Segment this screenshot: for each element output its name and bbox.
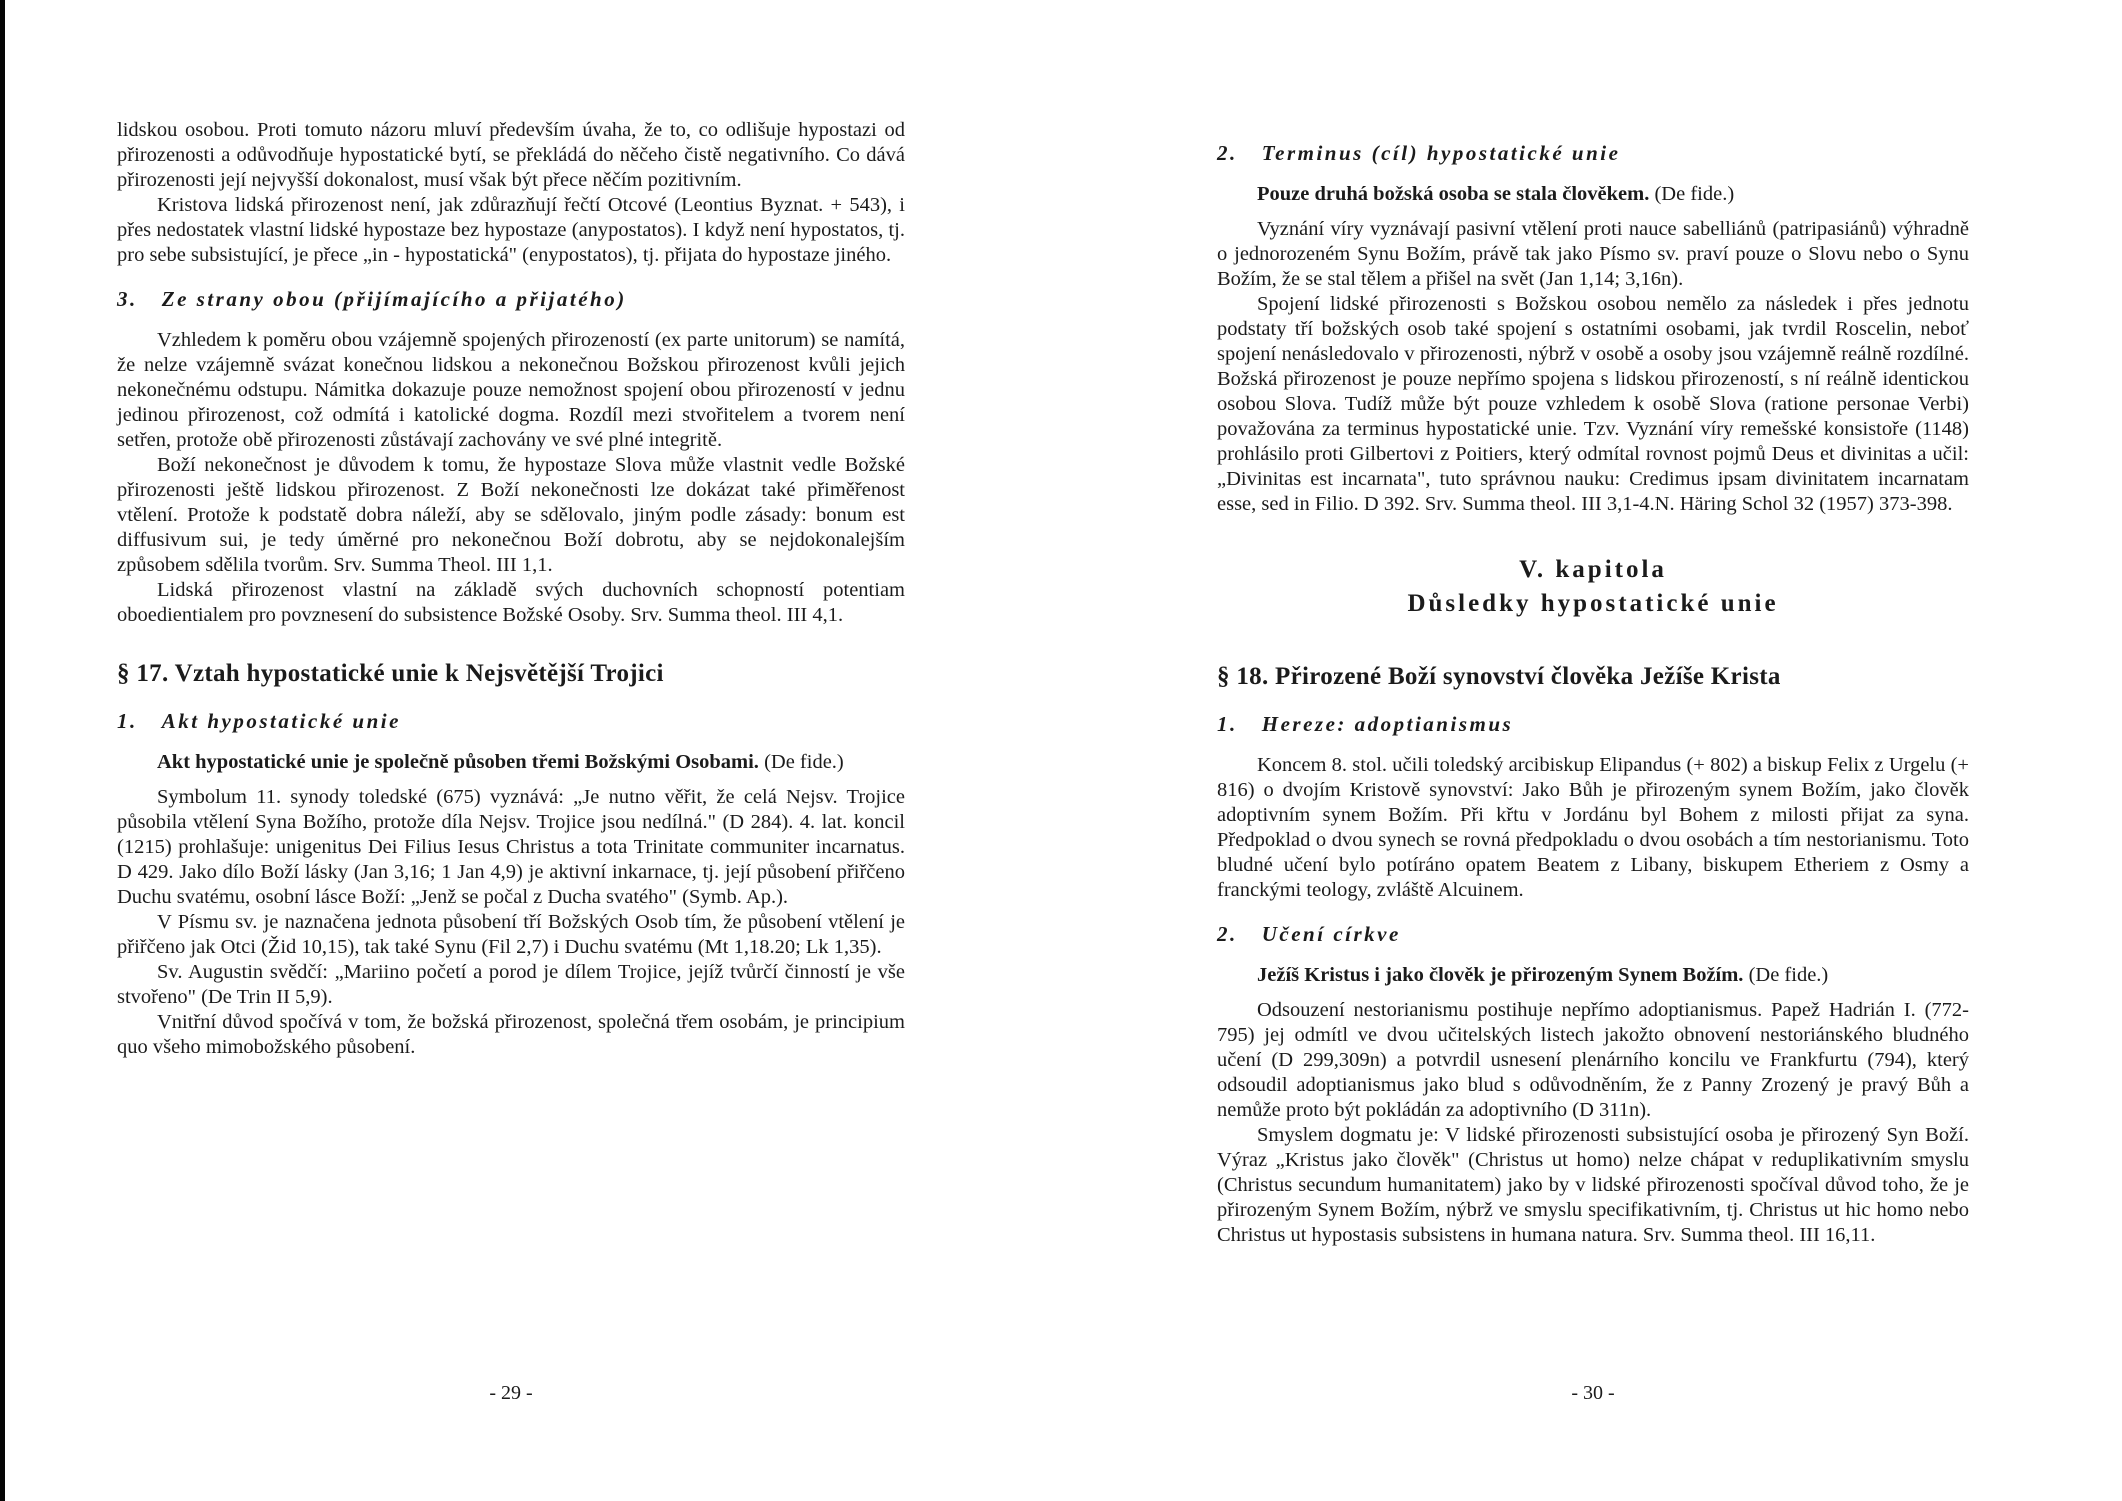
page-number-29: - 29 - [489,1382,533,1404]
page-29 [117,118,905,1060]
paragraph-vzhledem-k-pomeru: Vzhledem k poměru obou vzájemně spojených přirozeností (ex parte unitorum) se namítá, že nelze vzájemně svázat konečnou lidskou a nekonečnou Božskou přirozenost kvůli jejich nekonečnému odstupu. Námitka dokazuje pouze nemožnost spojení obou přirozeností v jednu jedinou přirozenost, což odmítá i katolické dogma. Rozdíl mezi stvořitelem a tvorem není setřen, protože obě přirozenosti zůstávají zachovány ve své plné integritě. [117,329,905,451]
heading-title: Akt hypostatické unie [161,709,401,733]
paragraph-spojeni-lidske: Spojení lidské přirozenosti s Božskou osobou nemělo za následek i přes jednotu podstaty tří božských osob také spojení s ostatními osobami, jak tvrdil Roscelin, neboť spojení nenásledovalo v přirozenosti, nýbrž v osobě a osoby jsou vzájemně reálně rozdílné. Božská přirozenost je pouze nepřímo spojena s lidskou přirozeností, s ní reálně identickou osobou Slova. Tudíž může být pouze vzhledem k osobě Slova (ratione personae Verbi) považována za terminus hypostatické unie. Tzv. Vyznání víry remešské konsistoře (1148) prohlásilo proti Gilbertovi z Poitiers, který odmítal rovnost pojmů Deus et divinitas a učil: „Divinitas est incarnata", tuto správnou nauku: Credimus ipsam divinitatem incarnatam esse, sed in Filio. D 392. Srv. Summa theol. III 3,1-4.N. Häring Schol 32 (1957) 373-398. [1217,293,1969,515]
paragraph-koncem-8-stol: Koncem 8. stol. učili toledský arcibiskup Elipandus (+ 802) a biskup Felix z Urgelu (+ 816) o dvojím Kristově synovství: Jako Bůh je přirozeným synem Božím, jako člověk adoptivním synem Božím. Při křtu v Jordánu byl Bohem z milosti přijat za syna. Předpoklad o dvou synech se rovná předpokladu o dvou osobách a tím nestorianismu. Toto bludné učení bylo potíráno opatem Beatem z Libany, biskupem Etheriem z Osmy a franckými teology, zvláště Alcuinem. [1217,754,1969,901]
heading-number: 2. [1217,141,1238,165]
paragraph-odsouzeni-nestorianismu: Odsouzení nestorianismu postihuje nepřímo adoptianismus. Papež Hadrián I. (772-795) jej odmítl ve dvou učitelských listech jakožto obnovení nestoriánského bludného učení (D 299,309n) a potvrdil usnesení plenárního koncilu ve Frankfurtu (794), který odsoudil adoptianismus jako blud s odůvodněním, že z Panny Zrozený je pravý Bůh a nemůže proto být pokládán za adoptivního (D 311n). [1217,999,1969,1121]
paragraph-bozi-nekonecnost: Boží nekonečnost je důvodem k tomu, že hypostaze Slova může vlastnit vedle Božské přirozenosti ještě lidskou přirozenost. Z Boží nekonečnosti lze dokázat také přiměřenost vtělení. Protože k podstatě dobra náleží, aby se sdělovalo, jiným podle zásady: bonum est diffusivum sui, je tedy úměrné pro nekonečnou Boží dobrotu, aby se nejdokonalejším způsobem sdělila tvorům. Srv. Summa Theol. III 1,1. [117,454,905,576]
dogma-bold-text: Pouze druhá božská osoba se stala člověkem. [1257,183,1650,205]
chapter-title-line: Důsledky hypostatické unie [1407,590,1779,617]
paragraph-symbolum: Symbolum 11. synody toledské (675) vyznává: „Je nutno věřit, že celá Nejsv. Trojice působila vtělení Syna Božího, protože díla Nejsv. Trojice jsou nedílná." (D 284). 4. lat. koncil (1215) prohlašuje: unigenitus Dei Filius Iesus Christus a tota Trinitate communiter incarnatus. D 429. Jako dílo Boží lásky (Jan 3,16; 1 Jan 4,9) je aktivní inkarnace, tj. její působení přiřčeno Duchu svatému, osobní lásce Boží: „Jenž se počal z Ducha svatého" (Symb. Ap.). [117,786,905,908]
dogma-note: (De fide.) [1654,183,1735,205]
heading-akt-hypostaticke-unie [117,708,905,734]
heading-ze-strany-obou [117,286,905,312]
dogma-note: (De fide.) [1748,964,1829,986]
chapter-heading-v-kapitola [1217,553,1969,621]
paragraph-continuation: lidskou osobou. Proti tomuto názoru mluví především úvaha, že to, co odlišuje hypostazi od přirozenosti a odůvodňuje hypostatické bytí, se překládá do něčeho čistě negativního. Co dává přirozenosti její nejvyšší dokonalost, musí však být přece něčím pozitivním. [117,119,905,191]
heading-title: Terminus (cíl) hypostatické unie [1261,141,1621,165]
heading-terminus-cil [1217,140,1969,166]
heading-section-17: § 17. Vztah hypostatické unie k Nejsvětější Trojici [117,660,664,687]
paragraph-vnitrni-duvod: Vnitřní důvod spočívá v tom, že božská přirozenost, společná třem osobám, je principium quo všeho mimobožského působení. [117,1011,905,1058]
heading-number: 1. [1217,712,1238,736]
paragraph-v-pismu: V Písmu sv. je naznačena jednota působení tří Božských Osob tím, že působení vtělení je přiřčeno jak Otci (Žid 10,15), tak také Synu (Fil 2,7) i Duchu svatému (Mt 1,18.20; Lk 1,35). [117,911,905,958]
heading-number: 2. [1217,922,1238,946]
dogma-note: (De fide.) [764,751,844,773]
chapter-number-line: V. kapitola [1519,556,1667,583]
paragraph-kristova-prirozenost: Kristova lidská přirozenost není, jak zdůrazňují řečtí Otcové (Leontius Byznat. + 543), i přes nedostatek vlastní lidské hypostaze bez hypostaze (anypostatos). I když není hypostatos, tj. pro sebe subsistující, je přece „in - hypostatická" (enypostatos), tj. přijata do hypostaze jiného. [117,194,905,266]
scan-edge-line [0,0,5,1501]
heading-title: Hereze: adoptianismus [1261,712,1514,736]
heading-number: 3. [117,287,138,311]
dogma-bold-text: Ježíš Kristus i jako člověk je přirozeným Synem Božím. [1257,964,1744,986]
heading-uceni-cirkve [1217,921,1969,947]
heading-title: Ze strany obou (přijímajícího a přijatého) [161,287,627,311]
heading-hereze-adoptianismus [1217,711,1969,737]
paragraph-lidska-prirozenost: Lidská přirozenost vlastní na základě svých duchovních schopností potentiam oboedientialem pro povznesení do subsistence Božské Osoby. Srv. Summa theol. III 4,1. [117,579,905,626]
dogma-statement-akt [117,750,905,775]
dogma-bold-text: Akt hypostatické unie je společně působen třemi Božskými Osobami. [157,751,759,773]
page-number-30: - 30 - [1571,1382,1615,1404]
paragraph-smyslem-dogmatu: Smyslem dogmatu je: V lidské přirozenosti subsistující osoba je přirozený Syn Boží. Výraz „Kristus jako člověk" (Christus ut homo) nelze chápat v reduplikativním smyslu (Christus secundum humanitatem) jako by v lidské přirozenosti spočíval důvod toho, že je přirozeným Synem Božím, nýbrž ve smyslu specifikativním, tj. Christus ut hic homo nebo Christus ut hypostasis subsistens in humana natura. Srv. Summa theol. III 16,11. [1217,1124,1969,1246]
heading-section-18: § 18. Přirozené Boží synovství člověka Ježíše Krista [1217,663,1781,690]
dogma-statement-jezis [1217,963,1969,988]
heading-title: Učení církve [1261,922,1401,946]
heading-number: 1. [117,709,138,733]
paragraph-vyznani-viry: Vyznání víry vyznávají pasivní vtělení proti nauce sabelliánů (patripasiánů) výhradně o jednorozeném Synu Božím, právě tak jako Písmo sv. praví pouze o Slovu nebo o Synu Božím, že se stal tělem a přišel na svět (Jan 1,14; 3,16n). [1217,218,1969,290]
dogma-statement-pouze [1217,182,1969,207]
page-30 [1217,140,1969,1248]
paragraph-sv-augustin: Sv. Augustin svědčí: „Mariino početí a porod je dílem Trojice, jejíž tvůrčí činností je vše stvořeno" (De Trin II 5,9). [117,961,905,1008]
